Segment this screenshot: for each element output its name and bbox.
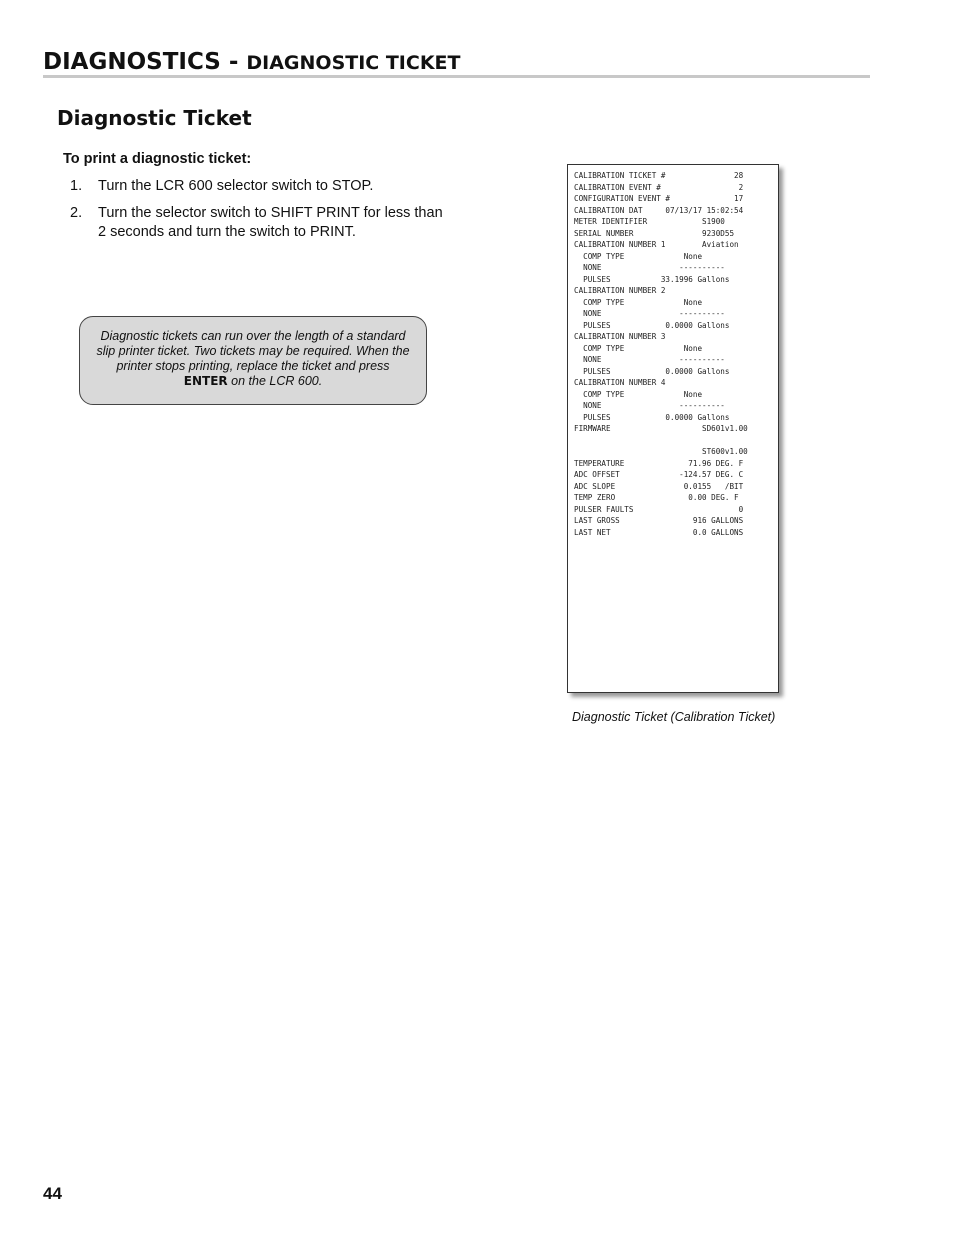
page-number: 44: [43, 1184, 62, 1203]
ticket-line: NONE ----------: [574, 263, 725, 272]
diagnostic-ticket: [567, 164, 779, 693]
ticket-line: FIRMWARE SD601v1.00: [574, 424, 748, 433]
ticket-line: NONE ----------: [574, 401, 725, 410]
ticket-caption: Diagnostic Ticket (Calibration Ticket): [572, 710, 776, 724]
header-separator: -: [220, 49, 247, 75]
note-key-enter: ENTER: [183, 374, 228, 388]
ticket-line: PULSES 0.0000 Gallons: [574, 366, 730, 376]
ticket-line: TEMP ZERO 0.00 DEG. F: [574, 493, 739, 502]
ticket-line: LAST NET 0.0 GALLONS: [574, 527, 744, 537]
ticket-line: SERIAL NUMBER 9230D55: [574, 228, 735, 238]
note-box: [79, 316, 427, 405]
ticket-line: PULSER FAULTS 0: [574, 504, 744, 514]
header-subtitle: DIAGNOSTIC TICKET: [246, 52, 461, 74]
ticket-line: COMP TYPE None: [574, 297, 703, 307]
ticket-line: PULSES 33.1996 Gallons: [574, 274, 730, 284]
header-main: DIAGNOSTICS: [43, 49, 221, 75]
ticket-line: ADC SLOPE 0.0155 /BIT: [574, 481, 744, 491]
ticket-line: COMP TYPE None: [574, 251, 703, 261]
ticket-line: CALIBRATION NUMBER 2: [574, 286, 666, 295]
note-text: Diagnostic tickets can run over the length of a standard slip printer ticket. Two tickets may be required. When the printer stops printing, replace the ticket and press: [96, 329, 410, 373]
ticket-line: NONE ----------: [574, 309, 725, 318]
ticket-line: CALIBRATION DAT 07/13/17 15:02:54: [574, 205, 744, 215]
ticket-line: CALIBRATION NUMBER 1 Aviation: [574, 240, 739, 249]
ticket-line: PULSES 0.0000 Gallons: [574, 412, 730, 422]
page-header: [43, 48, 870, 78]
ticket-line: CONFIGURATION EVENT # 17: [574, 194, 744, 203]
ticket-line: [574, 435, 773, 447]
step-item: [70, 204, 450, 242]
ticket-line: TEMPERATURE 71.96 DEG. F: [574, 458, 744, 468]
section-title: Diagnostic Ticket: [57, 106, 252, 130]
ticket-line: CALIBRATION TICKET # 28: [574, 171, 744, 180]
step-number: 2.: [70, 205, 83, 221]
ticket-line: NONE ----------: [574, 355, 725, 364]
ticket-line: ADC OFFSET -124.57 DEG. C: [574, 470, 744, 479]
step-item: [70, 177, 450, 196]
step-text: Turn the LCR 600 selector switch to STOP.: [98, 178, 374, 194]
header-title: [43, 48, 460, 77]
ticket-line: ST600v1.00: [574, 447, 748, 456]
ticket-line: PULSES 0.0000 Gallons: [574, 320, 730, 330]
ticket-line: CALIBRATION NUMBER 4: [574, 378, 666, 387]
steps-list: [70, 177, 450, 250]
ticket-line: COMP TYPE None: [574, 389, 703, 399]
step-text: Turn the selector switch to SHIFT PRINT for less than 2 seconds and turn the switch to PRINT.: [98, 205, 443, 240]
ticket-line: LAST GROSS 916 GALLONS: [574, 516, 744, 525]
ticket-line: COMP TYPE None: [574, 343, 703, 353]
instruction-heading: To print a diagnostic ticket:: [63, 151, 252, 167]
ticket-line: CALIBRATION NUMBER 3: [574, 332, 666, 341]
ticket-line: METER IDENTIFIER S1900: [574, 217, 725, 226]
step-number: 1.: [70, 178, 83, 194]
ticket-line: CALIBRATION EVENT # 2: [574, 182, 744, 192]
note-suffix: on the LCR 600.: [231, 374, 323, 388]
